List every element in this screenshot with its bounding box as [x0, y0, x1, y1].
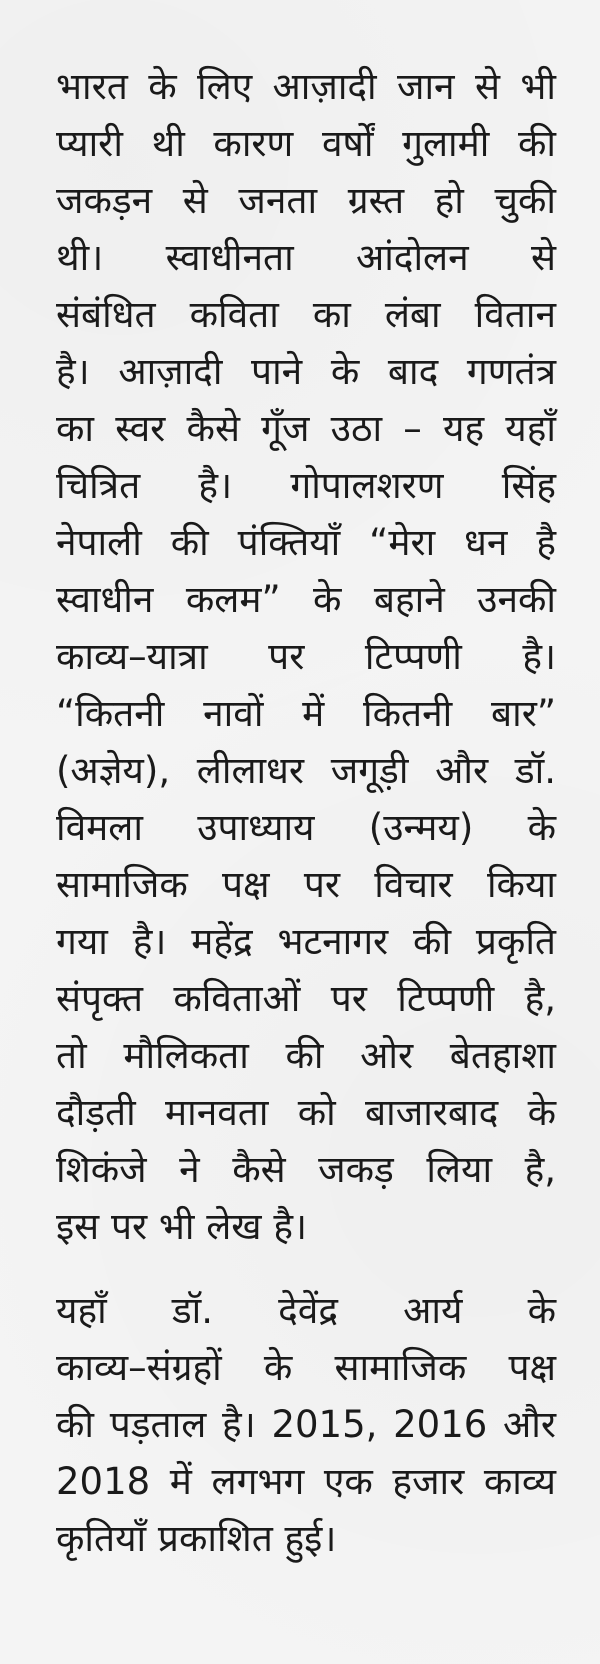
- text-line: यहाँ डॉ. देवेंद्र आर्य के: [56, 1289, 556, 1332]
- text-line: का स्वर कैसे गूँज उठा – यह यहाँ: [56, 407, 556, 450]
- paragraph-1: [56, 58, 556, 1255]
- text-line: कृतियाँ प्रकाशित हुई।: [56, 1517, 337, 1560]
- text-line: जकड़न से जनता ग्रस्त हो चुकी: [56, 179, 556, 222]
- text-line: काव्य–यात्रा पर टिप्पणी है।: [56, 635, 556, 678]
- text-line: इस पर भी लेख है।: [56, 1205, 307, 1248]
- text-line: विमला उपाध्याय (उन्मय) के: [56, 806, 556, 849]
- text-line: स्वाधीन कलम” के बहाने उनकी: [56, 578, 556, 621]
- text-line: प्यारी थी कारण वर्षों गुलामी की: [56, 122, 556, 165]
- text-line: भारत के लिए आज़ादी जान से भी: [56, 65, 556, 108]
- text-line: “कितनी नावों में कितनी बार”: [56, 692, 556, 735]
- text-line: गया है। महेंद्र भटनागर की प्रकृति: [56, 920, 556, 963]
- text-line: शिकंजे ने कैसे जकड़ लिया है,: [56, 1148, 556, 1191]
- text-line: चित्रित है। गोपालशरण सिंह: [56, 464, 556, 507]
- text-line: संबंधित कविता का लंबा वितान: [56, 293, 556, 336]
- text-line: नेपाली की पंक्तियाँ “मेरा धन है: [56, 521, 556, 564]
- text-line: तो मौलिकता की ओर बेतहाशा: [56, 1034, 556, 1077]
- text-line: संपृक्त कविताओं पर टिप्पणी है,: [56, 977, 556, 1020]
- text-line: है। आज़ादी पाने के बाद गणतंत्र: [56, 350, 556, 393]
- text-line: 2018 में लगभग एक हजार काव्य: [56, 1460, 556, 1503]
- text-line: थी। स्वाधीनता आंदोलन से: [56, 236, 556, 279]
- text-line: काव्य–संग्रहों के सामाजिक पक्ष: [56, 1346, 556, 1389]
- text-line: सामाजिक पक्ष पर विचार किया: [56, 863, 556, 906]
- paragraph-2: [56, 1282, 556, 1567]
- text-line: की पड़ताल है। 2015, 2016 और: [56, 1403, 556, 1446]
- text-line: दौड़ती मानवता को बाजारबाद के: [56, 1091, 556, 1134]
- text-line: (अज्ञेय), लीलाधर जगूड़ी और डॉ.: [56, 749, 556, 792]
